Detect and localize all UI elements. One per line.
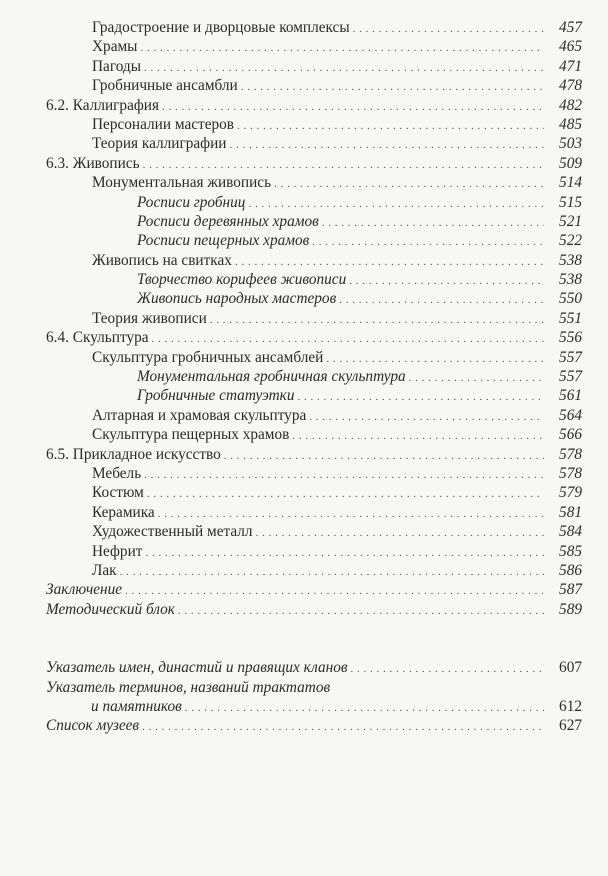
toc-entry[interactable] (46, 561, 582, 580)
toc-entry[interactable] (46, 251, 582, 270)
toc-entry-page: 538 (559, 251, 582, 269)
toc-entry-page: 564 (559, 406, 582, 424)
leader-dots (241, 76, 544, 95)
leader-dots (224, 445, 544, 464)
leader-dots (292, 425, 544, 444)
leader-dots (145, 542, 544, 561)
toc-entry-page: 457 (559, 19, 582, 36)
leader-dots (140, 37, 544, 56)
toc-entry-page: 581 (559, 503, 582, 521)
toc-entry-title: Скульптура пещерных храмов (92, 426, 290, 444)
toc-entry-title: Заключение (46, 581, 123, 599)
leader-dots (229, 134, 544, 153)
toc-entry-page: 627 (559, 717, 582, 735)
toc-entry[interactable] (46, 425, 582, 444)
leader-dots (409, 367, 544, 386)
leader-dots (143, 154, 544, 173)
toc-entry-page: 485 (559, 115, 582, 133)
toc-entry-page: 578 (559, 445, 582, 463)
toc-entry-page: 551 (559, 309, 582, 327)
toc-entry-title: и памятников (91, 697, 182, 715)
toc-entry-title: 6.4. Скульптура (46, 329, 149, 347)
toc-entry-title: Пагоды (92, 57, 141, 75)
toc-entry[interactable] (46, 173, 582, 192)
toc-entry[interactable] (46, 580, 582, 599)
toc-entry-page: 514 (559, 174, 582, 192)
toc-entry[interactable] (46, 445, 582, 464)
toc-entry-title: Нефрит (92, 542, 143, 560)
toc-entry[interactable] (46, 503, 582, 522)
leader-dots (248, 193, 544, 212)
toc-entry-title: Храмы (92, 38, 138, 56)
toc-entry[interactable] (46, 270, 582, 289)
toc-entry[interactable] (46, 37, 582, 56)
toc-entry-title: 6.3. Живопись (46, 154, 140, 172)
toc-entry-page: 482 (559, 96, 582, 114)
toc-list (46, 18, 582, 619)
leader-dots (326, 348, 544, 367)
leader-dots (142, 716, 544, 735)
toc-entry[interactable] (46, 309, 582, 328)
toc-entry-page: 478 (559, 77, 582, 95)
toc-entry[interactable] (46, 57, 582, 76)
toc-entry-title: Живопись на свитках (92, 251, 232, 269)
leader-dots (210, 309, 544, 328)
leader-dots (237, 115, 544, 134)
toc-entry[interactable] (46, 76, 582, 95)
toc-entry-title: Гробничные ансамбли (92, 77, 238, 95)
toc-entry-title: Художественный металл (92, 523, 253, 541)
toc-entry-page: 584 (559, 523, 582, 541)
toc-entry-museums-list[interactable] (46, 716, 582, 735)
toc-entry-title: Росписи деревянных храмов (137, 212, 319, 230)
toc-entry[interactable] (46, 18, 582, 37)
toc-entry[interactable] (46, 348, 582, 367)
leader-dots (152, 328, 544, 347)
leader-dots (185, 697, 544, 716)
toc-entry-title: Творчество корифеев живописи (137, 271, 347, 289)
leader-dots (322, 212, 544, 231)
leader-dots (353, 18, 544, 37)
toc-entry-title: Персоналии мастеров (92, 115, 235, 133)
leader-dots (256, 522, 544, 541)
toc-entry-page: 566 (559, 426, 582, 444)
toc-entry-page: 515 (559, 193, 582, 211)
toc-entry[interactable] (46, 96, 582, 115)
leader-dots (178, 600, 544, 619)
toc-entry-title: Монументальная гробничная скульптура (137, 368, 406, 386)
toc-entry-title: Скульптура гробничных ансамблей (92, 348, 324, 366)
toc-entry-page: 587 (559, 581, 582, 599)
toc-entry-terms-index-line1[interactable]: Указатель терминов, названий трактатов (46, 678, 331, 696)
table-of-contents (46, 18, 582, 736)
leader-dots (147, 483, 544, 502)
toc-entry-title: Керамика (92, 503, 155, 521)
toc-entry-page: 579 (559, 484, 582, 502)
toc-entry-title: Теория каллиграфии (92, 135, 227, 153)
toc-entry-title: Указатель имен, династий и правящих кланов (46, 659, 348, 677)
toc-entry[interactable] (46, 367, 582, 386)
toc-entry-title: Список музеев (46, 717, 140, 735)
toc-entry[interactable] (46, 386, 582, 405)
toc-entry[interactable] (46, 154, 582, 173)
toc-entry[interactable] (46, 483, 582, 502)
leader-dots (274, 173, 544, 192)
leader-dots (235, 251, 544, 270)
toc-entry-terms-index[interactable] (46, 697, 582, 716)
toc-entry-page: 586 (559, 561, 582, 579)
toc-entry-title: Костюм (92, 484, 144, 502)
leader-dots (125, 580, 544, 599)
leader-dots (339, 289, 544, 308)
leader-dots (297, 386, 544, 405)
toc-entry[interactable] (46, 193, 582, 212)
toc-entry[interactable] (46, 328, 582, 347)
toc-entry-title: Лак (92, 561, 117, 579)
leader-dots (351, 658, 544, 677)
toc-entry-page: 589 (559, 600, 582, 618)
toc-entry-page: 557 (559, 348, 582, 366)
leader-dots (309, 406, 544, 425)
toc-entry-page: 556 (559, 329, 582, 347)
toc-entry-title: Монументальная живопись (92, 174, 272, 192)
toc-entry-title: Живопись народных мастеров (137, 290, 337, 308)
toc-entry[interactable] (46, 522, 582, 541)
section-spacer (46, 619, 582, 658)
leader-dots (162, 96, 544, 115)
index-block (46, 658, 582, 736)
toc-entry-title: 6.5. Прикладное искусство (46, 445, 221, 463)
toc-entry-page: 465 (559, 38, 582, 56)
toc-entry[interactable] (46, 464, 582, 483)
toc-entry-page: 561 (559, 387, 582, 405)
toc-entry-page: 509 (559, 154, 582, 172)
toc-entry-title: Градостроение и дворцовые комплексы (92, 19, 350, 36)
toc-entry[interactable] (46, 289, 582, 308)
toc-entry[interactable] (46, 134, 582, 153)
toc-entry[interactable] (46, 212, 582, 231)
toc-entry-page: 538 (559, 271, 582, 289)
leader-dots (144, 464, 544, 483)
toc-entry[interactable] (46, 115, 582, 134)
toc-entry-title: Мебель (92, 464, 142, 482)
toc-entry-page: 578 (559, 464, 582, 482)
leader-dots (144, 57, 544, 76)
toc-entry[interactable] (46, 542, 582, 561)
toc-entry-names-index[interactable] (46, 658, 582, 677)
toc-entry-title: Росписи гробниц (137, 193, 246, 211)
toc-entry-page: 550 (559, 290, 582, 308)
leader-dots (312, 231, 544, 250)
toc-entry-page: 503 (559, 135, 582, 153)
toc-entry-page: 521 (559, 212, 582, 230)
toc-entry-title: Гробничные статуэтки (137, 387, 295, 405)
leader-dots (120, 561, 544, 580)
toc-entry-title: Росписи пещерных храмов (137, 232, 310, 250)
toc-entry[interactable] (46, 231, 582, 250)
toc-entry-title: Алтарная и храмовая скульптура (92, 406, 307, 424)
toc-entry-title: Теория живописи (92, 309, 207, 327)
leader-dots (158, 503, 544, 522)
toc-entry[interactable] (46, 600, 582, 619)
toc-entry-page: 471 (559, 57, 582, 75)
toc-entry-title: Методический блок (46, 600, 175, 618)
toc-entry[interactable] (46, 406, 582, 425)
leader-dots (349, 270, 544, 289)
toc-entry-page: 557 (559, 368, 582, 386)
toc-entry-page: 612 (559, 697, 582, 715)
toc-entry-page: 607 (559, 659, 582, 677)
toc-entry-title: 6.2. Каллиграфия (46, 96, 159, 114)
toc-entry-page: 585 (559, 542, 582, 560)
toc-entry-page: 522 (559, 232, 582, 250)
